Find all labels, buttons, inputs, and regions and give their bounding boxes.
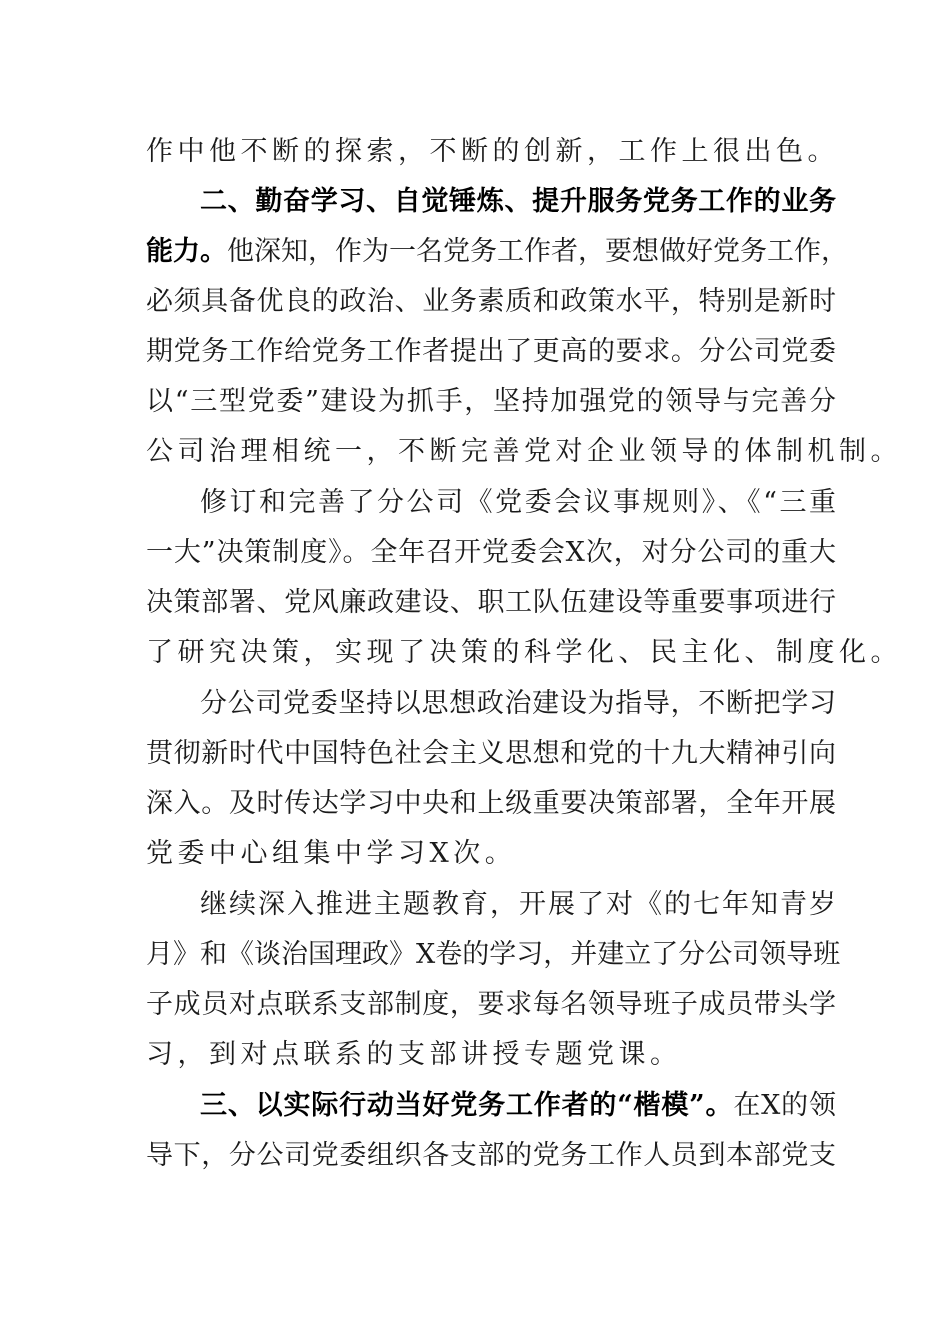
text-line: 党委中心组集中学习X次。 <box>146 838 517 869</box>
text-line: 贯彻新时代中国特色社会主义思想和党的十九大精神引向 <box>146 738 836 769</box>
paragraph-first-line: 修订和完善了分公司《党委会议事规则》、《“三重 <box>200 487 836 518</box>
text-line: 能力。他深知，作为一名党务工作者，要想做好党务工作， <box>146 236 848 267</box>
text-line: 必须具备优良的政治、业务素质和政策水平，特别是新时 <box>146 286 836 317</box>
text-line: 作中他不断的探索，不断的创新，工作上很出色。 <box>146 136 839 167</box>
text-line: 子成员对点联系支部制度，要求每名领导班子成员带头学 <box>146 989 836 1020</box>
paragraph-first-line: 分公司党委坚持以思想政治建设为指导，不断把学习 <box>200 688 836 719</box>
section-heading: 二、勤奋学习、自觉锤炼、提升服务党务工作的业务 <box>200 186 836 217</box>
text-line: 一大”决策制度》。全年召开党委会X次，对分公司的重大 <box>146 537 836 568</box>
text-line: 深入。及时传达学习中央和上级重要决策部署，全年开展 <box>146 788 836 819</box>
paragraph-first-line: 继续深入推进主题教育，开展了对《的七年知青岁 <box>200 889 836 920</box>
text-line: 习，到对点联系的支部讲授专题党课。 <box>146 1039 682 1070</box>
section-heading-end: 能力。 <box>146 236 227 267</box>
text-line: 公司治理相统一，不断完善党对企业领导的体制机制。 <box>146 436 902 467</box>
text-line: 期党务工作给党务工作者提出了更高的要求。分公司党委 <box>146 336 836 367</box>
section-heading-line <box>200 177 836 227</box>
section-heading: 三、以实际行动当好党务工作者的“楷模”。 <box>200 1090 734 1121</box>
text-line: 导下，分公司党委组织各支部的党务工作人员到本部党支 <box>146 1140 836 1171</box>
text-line: 以“三型党委”建设为抓手，坚持加强党的领导与完善分 <box>146 386 836 417</box>
text-line: 月》和《谈治国理政》X卷的学习，并建立了分公司领导班 <box>146 939 841 970</box>
section-heading-line: 三、以实际行动当好党务工作者的“楷模”。在X的领 <box>200 1090 836 1121</box>
text-line: 决策部署、党风廉政建设、职工队伍建设等重要事项进行 <box>146 587 836 618</box>
text-line: 了研究决策，实现了决策的科学化、民主化、制度化。 <box>146 637 902 668</box>
